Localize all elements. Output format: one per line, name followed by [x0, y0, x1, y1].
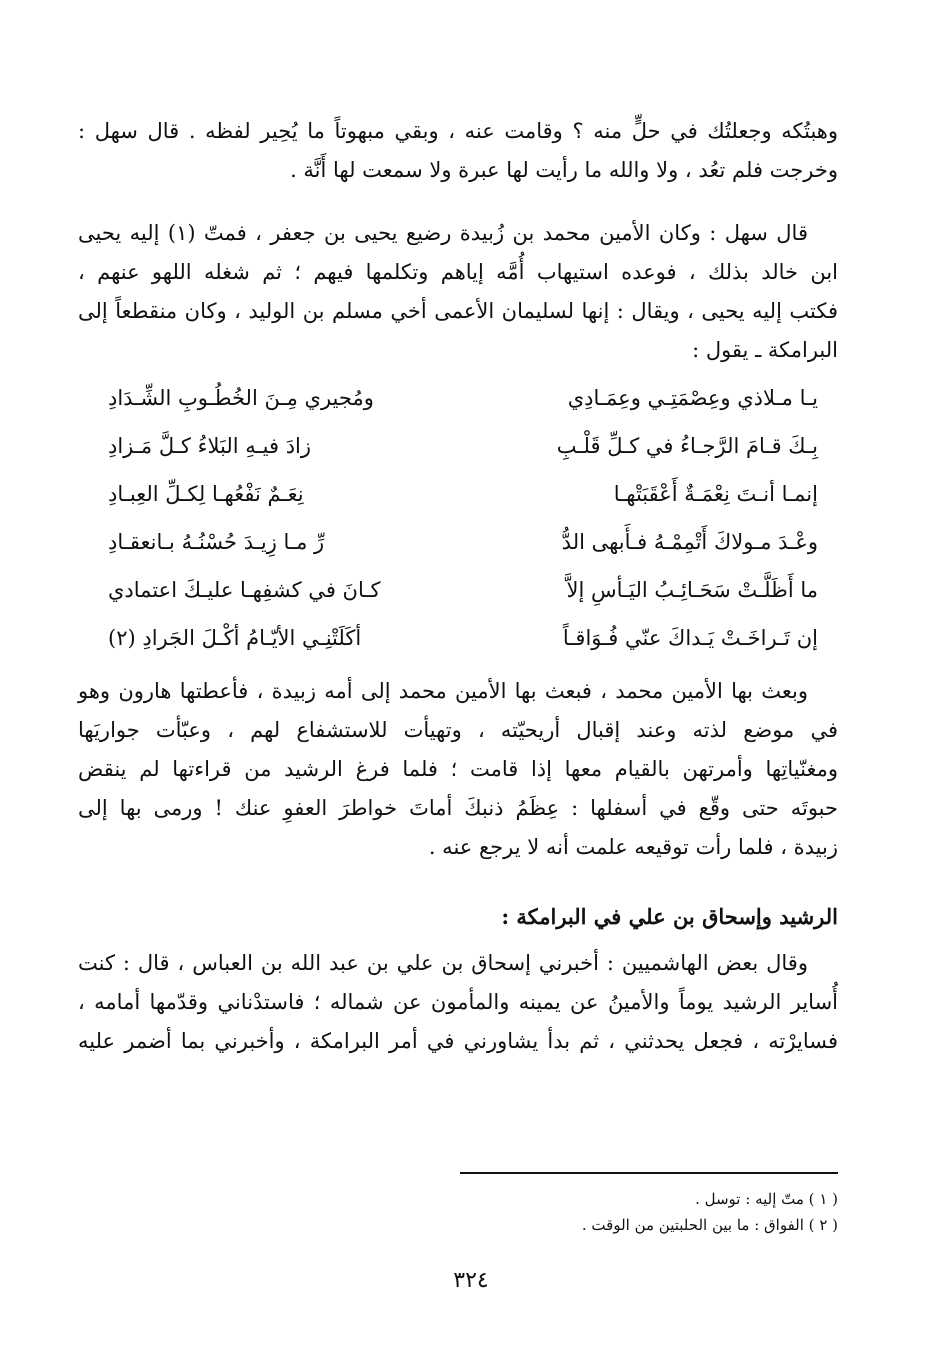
- paragraph-line: زبيدة ، فلما رأت توقيعه علمت أنه لا يرجع عنه .: [428, 835, 838, 859]
- paragraph-line: وقال بعض الهاشميين : أخبرني إسحاق بن علي بن عبد الله بن العباس ، قال : كنت: [78, 951, 808, 975]
- verse-second-hemistich: ومُجيري مِـنَ الخُطُـوبِ الشِّـدَادِ: [108, 386, 374, 410]
- verse-first-hemistich: ما أَظَلَّـتْ سَحَـائِـبُ اليَـأسِ إلاَّ: [566, 578, 818, 602]
- paragraph-2: [78, 214, 838, 370]
- verse-second-hemistich: كـانَ في كشفِهـا عليـكَ اعتمادي: [108, 578, 381, 602]
- verse-second-hemistich: زادَ فيـهِ البَلاءُ كـلَّ مَـزادِ: [108, 434, 312, 458]
- verse-line: [78, 614, 838, 662]
- paragraph-line: فكتب إليه يحيى ، ويقال : إنها لسليمان الأعمى أخي مسلم بن الوليد ، وكان منقطعاً إلى: [78, 299, 838, 323]
- paragraph-line: في موضع لذته وعند إقبال أريحيّته ، وتهيأت للاستشفاع لهم ، وعبّأت جواريَها: [78, 718, 838, 742]
- page-number: ٣٢٤: [453, 1268, 489, 1293]
- verse-line: [78, 422, 838, 470]
- verse-line: [78, 518, 838, 566]
- paragraph-1: [78, 112, 838, 190]
- verse-first-hemistich: إنمـا أنـتَ نِعْمَـةٌ أَعْقَبَتْهـا: [613, 482, 818, 506]
- verse-line: [78, 566, 838, 614]
- section-heading: الرشيد وإسحاق بن علي في البرامكة :: [501, 904, 838, 929]
- verse-first-hemistich: بِـكَ قـامَ الرَّجـاءُ في كـلِّ قَلْـبِ: [556, 434, 818, 458]
- verse-line: [78, 374, 838, 422]
- paragraph-line: البرامكة ـ يقول :: [692, 338, 838, 362]
- footnote-divider: [460, 1172, 838, 1174]
- paragraph-line: أُساير الرشيد يوماً والأمينُ عن يمينه والمأمون عن شماله ؛ فاستدْناني وقدّمها أمامه ،: [78, 990, 838, 1014]
- page-body: [78, 112, 838, 1061]
- verse-first-hemistich: وعْـدَ مـولاكَ أَتْمِمْـهُ فـأَبهى الدُّ: [561, 530, 818, 554]
- footnote: ( ١ ) متّ إليه : توسل .: [695, 1190, 838, 1208]
- paragraph-line: ابن خالد بذلك ، فوعده استيهاب أُمَّه إياهم وتكلمها فيهم ؛ ثم شغله اللهو عنهم ،: [78, 260, 838, 284]
- verse-second-hemistich: رِّ مـا زِيـدَ حُسْنُـهُ بـانعقـادِ: [108, 530, 325, 554]
- paragraph-line: وبعث بها الأمين محمد ، فبعث بها الأمين محمد إلى أمه زبيدة ، فأعطتها هارون وهو: [78, 679, 808, 703]
- paragraph-line: حبوتَه حتى وقّع في أسفلها : عِظَمُ ذنبكَ أماتَ خواطرَ العفوِ عنك ! ورمى بها إلى: [78, 796, 838, 820]
- paragraph-4: [78, 944, 838, 1061]
- verse-line: [78, 470, 838, 518]
- footnote: ( ٢ ) الفواق : ما بين الحلبتين من الوقت .: [581, 1216, 838, 1234]
- poem: [78, 374, 838, 662]
- paragraph-line: وهبتُكه وجعلتُك في حلٍّ منه ؟ وقامت عنه ، وبقي مبهوتاً ما يُحِير لفظه . قال سهل :: [78, 119, 838, 143]
- paragraph-3: [78, 672, 838, 867]
- paragraph-line: ومغنّياتِها وأمرتهن بالقيام معها إذا قامت ؛ فلما فرغ الرشيد من قراءتها لم ينقض: [78, 757, 838, 781]
- paragraph-line: قال سهل : وكان الأمين محمد بن زُبيدة رضيع يحيى بن جعفر ، فمتّ (١) إليه يحيى: [78, 221, 808, 245]
- verse-second-hemistich: أكَلَتْنِـي الأيّـامُ أكْـلَ الجَرادِ (٢): [108, 626, 362, 650]
- footnotes: [582, 1186, 838, 1238]
- verse-second-hemistich: نِعَـمٌ نَفْعُهـا لِكـلِّ العِبـادِ: [108, 482, 304, 506]
- paragraph-line: فسايرْته ، فجعل يحدثني ، ثم بدأ يشاورني في أمر البرامكة ، وأخبرني بما أضمر عليه: [78, 1029, 838, 1053]
- paragraph-line: وخرجت فلم تعُد ، ولا والله ما رأيت لها عبرة ولا سمعت لها أَنَّة .: [290, 158, 838, 182]
- verse-first-hemistich: إن تَـراخَـتْ يَـداكَ عنّي فُـوَاقـاً: [562, 626, 818, 650]
- verse-first-hemistich: يـا مـلاذي وعِصْمَتِـي وعِمَـادِي: [567, 386, 818, 410]
